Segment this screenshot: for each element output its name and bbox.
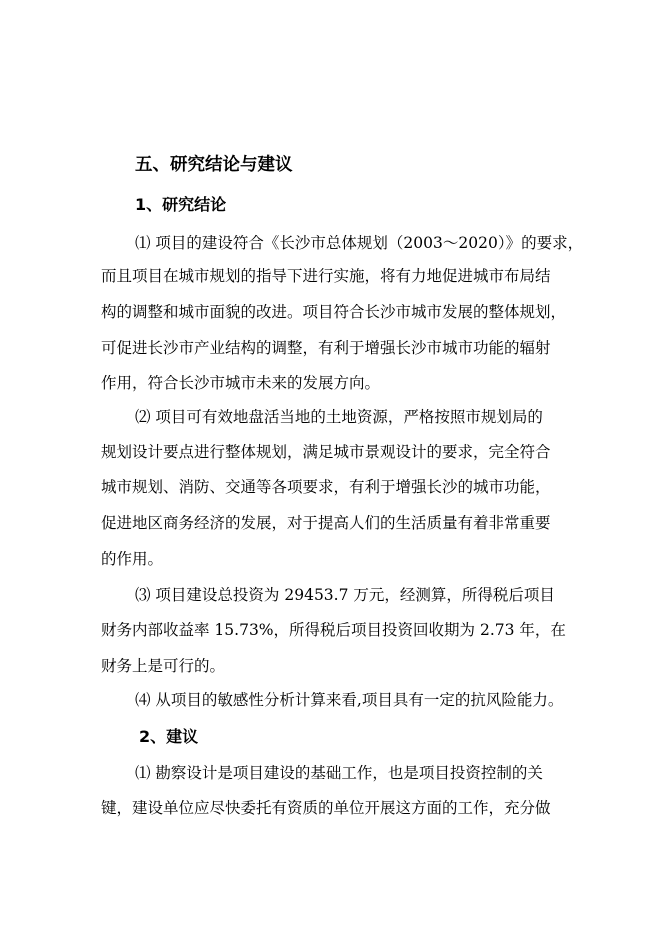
- section-title-conclusions: 1、研究结论: [135, 195, 227, 214]
- conclusion-1-line-5: 作用，符合长沙市城市未来的发展方向。: [101, 374, 381, 392]
- suggestion-1-line-1: ⑴ 勘察设计是项目建设的基础工作，也是项目投资控制的关: [135, 764, 543, 782]
- conclusion-1-line-1: ⑴ 项目的建设符合《长沙市总体规划（2003～2020）》的要求，: [135, 234, 584, 252]
- conclusion-2-line-2: 规划设计要点进行整体规划，满足城市景观设计的要求，完全符合: [101, 443, 551, 461]
- conclusion-2-line-4: 促进地区商务经济的发展，对于提高人们的生活质量有着非常重要: [101, 514, 551, 532]
- section-title-suggestions: 2、建议: [139, 727, 199, 746]
- suggestion-1-line-2: 键，建设单位应尽快委托有资质的单位开展这方面的工作，充分做: [101, 799, 551, 817]
- conclusion-3-line-2: 财务内部收益率 15.73%，所得税后项目投资回收期为 2.73 年，在: [101, 621, 566, 639]
- conclusion-1-line-4: 可促进长沙市产业结构的调整，有利于增强长沙市城市功能的辐射: [101, 339, 551, 357]
- conclusion-2-line-3: 城市规划、消防、交通等各项要求，有利于增强长沙的城市功能，: [101, 478, 551, 496]
- conclusion-3-line-1: ⑶ 项目建设总投资为 29453.7 万元，经测算，所得税后项目: [135, 586, 555, 604]
- conclusion-1-line-2: 而且项目在城市规划的指导下进行实施，将有力地促进城市布局结: [101, 267, 551, 285]
- chapter-heading: 五、研究结论与建议: [135, 155, 293, 175]
- conclusion-4-line-1: ⑷ 从项目的敏感性分析计算来看,项目具有一定的抗风险能力。: [135, 691, 564, 709]
- conclusion-3-line-3: 财务上是可行的。: [101, 657, 226, 675]
- conclusion-2-line-5: 的作用。: [101, 550, 164, 568]
- conclusion-2-line-1: ⑵ 项目可有效地盘活当地的土地资源，严格按照市规划局的: [135, 408, 543, 426]
- conclusion-1-line-3: 构的调整和城市面貌的改进。项目符合长沙市城市发展的整体规划，: [101, 303, 567, 321]
